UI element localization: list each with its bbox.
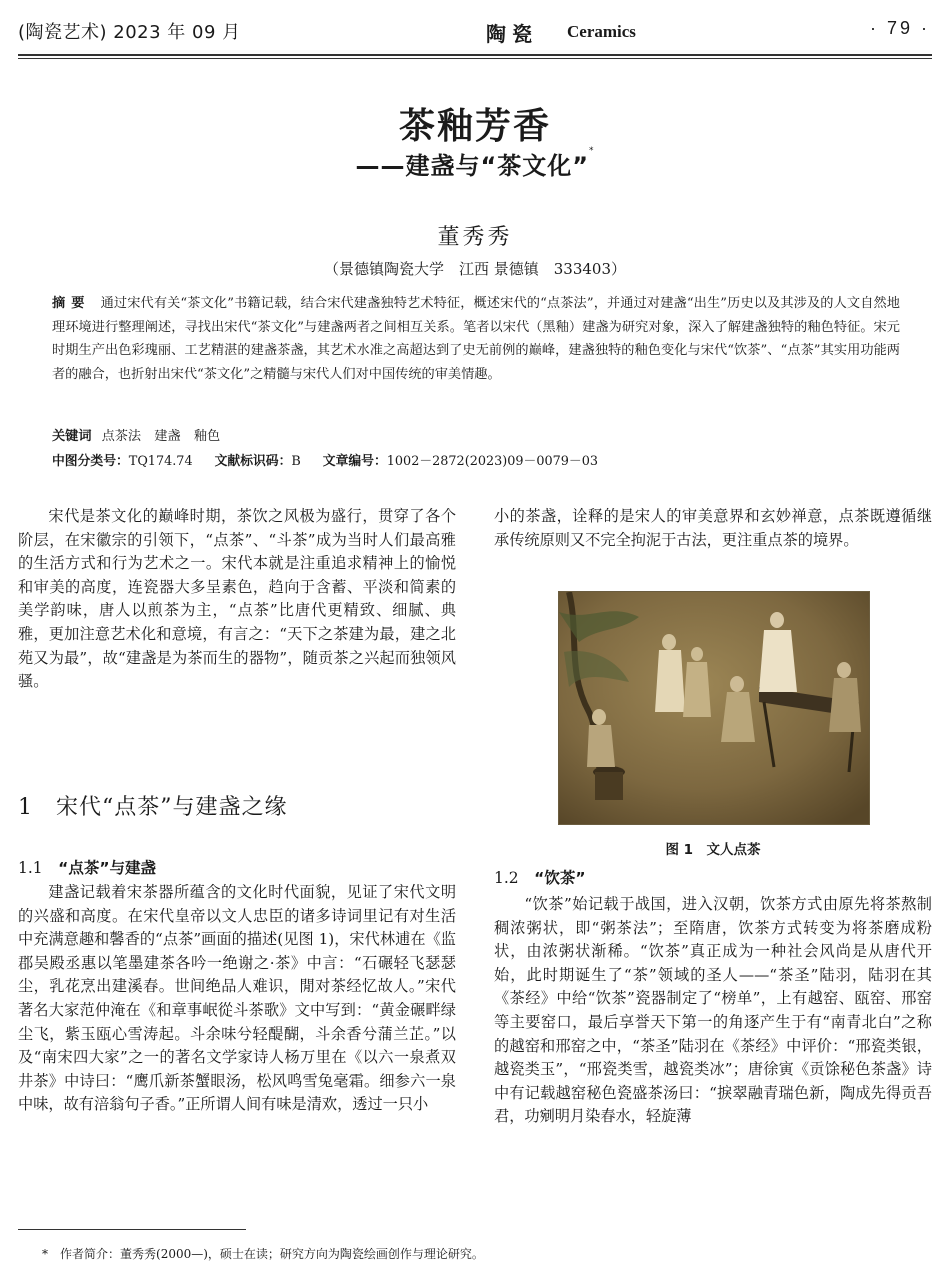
article-subtitle bbox=[0, 146, 950, 181]
section-1-title: 宋代“点茶”与建盏之缘 bbox=[56, 795, 288, 820]
header-rule bbox=[18, 54, 932, 56]
figure-caption-text: 文人点茶 bbox=[706, 842, 761, 858]
section-1-heading bbox=[18, 790, 288, 821]
footnote-mark: * bbox=[42, 1247, 48, 1261]
author-footnote bbox=[42, 1245, 484, 1262]
section-1-1-heading bbox=[18, 856, 156, 878]
section-1-2-title: “饮茶” bbox=[534, 869, 586, 887]
journal-name-cn: 陶瓷 bbox=[486, 22, 538, 46]
section-1-1-paragraph: 建盏记载着宋茶器所蕴含的文化时代面貌，见证了宋代文明的兴盛和高度。在宋代皇帝以文人忠臣的诸多诗词里记有对生活中充满意趣和馨香的“点茶”画面的描述(见图 1)，宋代林逋在《监郡吴殿丞惠以笔墨建茶各吟一绝谢之·茶》中言：“石碾轻飞瑟瑟尘，乳花烹出建溪春。世间绝品人难识，閒对茶经忆故人。”宋代著名大家范仲淹在《和章事岷從斗茶歌》文中写到：“黄金碾畔绿尘飞，紫玉瓯心雪涛起。斗余味兮轻醍醐，斗余香兮蒲兰芷。”以及“南宋四大家”之一的著名文学家诗人杨万里在《以六一泉煮双井茶》中诗曰：“鹰爪新茶蟹眼汤，松风鸣雪兔毫霜。细参六一泉中味，故有涪翁句子香。”正所谓人间有味是清欢，透过一只小 bbox=[18, 883, 456, 1114]
keywords-label: 关键词 bbox=[52, 429, 92, 444]
painting-illustration bbox=[559, 592, 869, 824]
footnote-text: 作者简介：董秀秀(2000—)，硕士在读；研究方向为陶瓷绘画创作与理论研究。 bbox=[60, 1247, 484, 1261]
section-1-2-paragraph: “饮茶”始记载于战国，进入汉朝，饮茶方式由原先将茶熬制稠浓粥状，即“粥茶法”；至隋唐，饮茶方式转变为将茶磨成粉状，由浓粥状渐稀。“饮茶”真正成为一种社会风尚是从唐代开始，此时期诞生了“茶”领域的圣人——“茶圣”陆羽，陆羽在其《茶经》中给“饮茶”瓷器制定了“榜单”，上有越窑、瓯窑、邢窑等主要窑口，最后享誉天下第一的角逐产生于有“南青北白”之称的越窑和邢窑之中，“茶圣”陆羽在《茶经》中评价：“邢瓷类银，越瓷类玉”，“邢瓷类雪，越瓷类冰”；唐徐寅《贡馀秘色茶盏》诗中有记载越窑秘色瓷盛茶汤曰：“捩翠融青瑞色新，陶成先得贡吾君，功剜明月染春水，轻旋薄 bbox=[494, 895, 932, 1126]
article-title: 茶釉芳香 bbox=[398, 106, 551, 147]
abstract-text: 通过宋代有关“茶文化”书籍记载，结合宋代建盏独特艺术特征，概述宋代的“点茶法”，并通过对建盏“出生”历史以及其涉及的人文自然地理环境进行整理阐述，寻找出宋代“茶文化”与建盏两者之间相互关系。笔者以宋代（黑釉）建盏为研究对象，深入了解建盏独特的釉色特征。宋元时期生产出色彩瑰丽、工艺精湛的建盏茶盏，其艺术水准之高超达到了史无前例的巅峰，建盏独特的釉色变化与宋代“饮茶”、“点茶”其实用功能两者的融合，也折射出宋代“茶文化”之精髓与宋代人们对中国传统的审美情趣。 bbox=[52, 296, 900, 382]
page-number: · 79 · bbox=[869, 18, 930, 38]
subtitle-footnote-mark: * bbox=[589, 146, 595, 156]
section-1-1-title: “点茶”与建盏 bbox=[58, 859, 157, 877]
right-column-paragraph: 小的茶盏，诠释的是宋人的审美意界和玄妙禅意，点茶既遵循继承传统原则又不完全拘泥于古法，更注重点茶的境界。 bbox=[494, 507, 932, 549]
abstract-label: 摘要 bbox=[52, 296, 91, 311]
running-header-left: (陶瓷艺术) 2023 年 09 月 bbox=[18, 22, 241, 43]
doc-code-value: B bbox=[291, 454, 301, 469]
section-1-1-number: 1.1 bbox=[18, 859, 43, 877]
clc-value: TQ174.74 bbox=[128, 454, 193, 469]
intro-paragraph: 宋代是茶文化的巅峰时期，茶饮之风极为盛行，贯穿了各个阶层，在宋徽宗的引领下，“点茶”、“斗茶”成为当时人们最高雅的生活方式和行为艺术之一。宋代本就是注重追求精神上的愉悦和审美的高度，连瓷器大多呈素色，趋向于含蓄、平淡和简素的美学韵味，唐人以煎茶为主，“点茶”比唐代更精致、细腻、典雅，更加注意艺术化和意境，有言之：“天下之茶建为最，建之北苑又为最”，故“建盏是为茶而生的器物”，随贡茶之兴起而独领风骚。 bbox=[18, 507, 456, 691]
journal-name-en: Ceramics bbox=[567, 22, 636, 41]
abstract bbox=[52, 292, 900, 386]
author-name: 董秀秀 bbox=[437, 225, 513, 250]
section-1-number: 1 bbox=[18, 795, 33, 820]
subtitle-text: ——建盏与“茶文化” bbox=[355, 152, 590, 180]
classification-line bbox=[52, 450, 900, 474]
header-rule-thin bbox=[18, 58, 932, 59]
figure-1-caption bbox=[494, 838, 932, 858]
doc-code-label: 文献标识码： bbox=[214, 454, 292, 469]
article-number-label: 文章编号： bbox=[322, 454, 387, 469]
keywords-text: 点茶法 建盏 釉色 bbox=[101, 429, 221, 444]
section-1-2-number: 1.2 bbox=[494, 869, 519, 887]
figure-1-painting bbox=[558, 591, 870, 825]
author-affiliation: （景德镇陶瓷大学 江西 景德镇 333403） bbox=[323, 260, 627, 278]
article-number-value: 1002－2872(2023)09－0079－03 bbox=[386, 454, 598, 469]
figure-caption-number: 图 1 bbox=[665, 842, 694, 858]
footnote-rule bbox=[18, 1229, 246, 1230]
keywords bbox=[52, 425, 900, 449]
section-1-2-heading bbox=[494, 866, 586, 888]
clc-label: 中图分类号： bbox=[52, 454, 129, 469]
